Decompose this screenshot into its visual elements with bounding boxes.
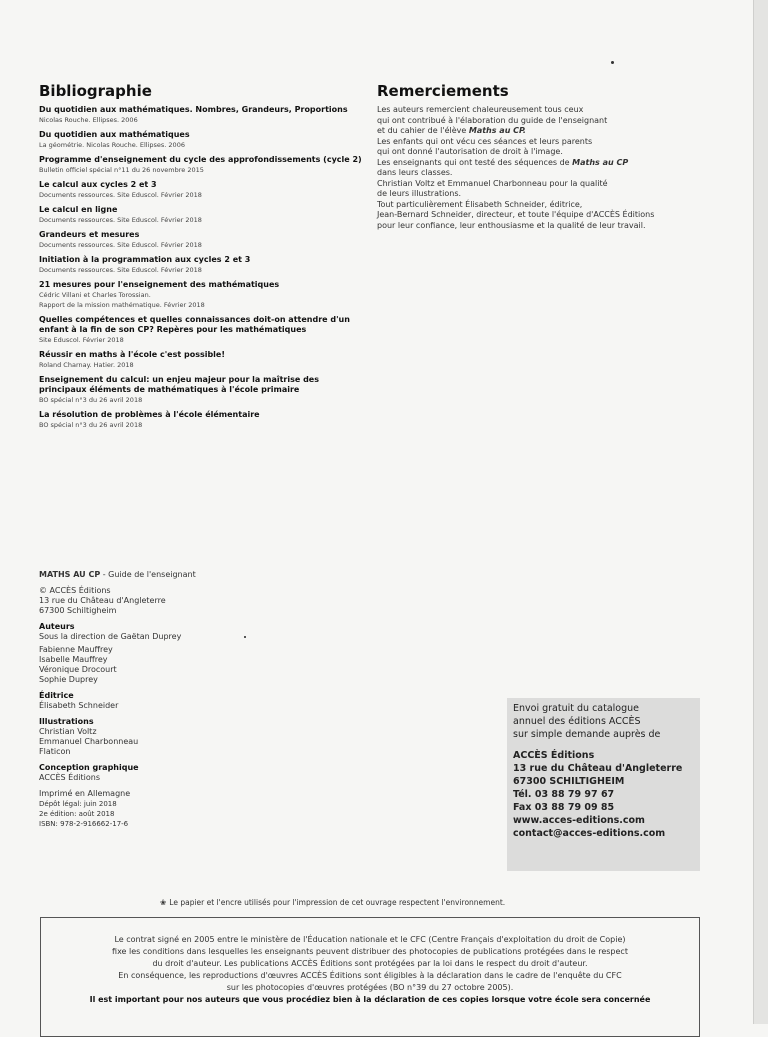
thanks-line: Tout particulièrement Élisabeth Schneider, éditrice,	[377, 199, 583, 209]
book-title: Maths au CP	[572, 157, 629, 167]
bibliography-title: Quelles compétences et quelles connaissances doit-on attendre d'un enfant à la fin de son CP? Repères pour les mathématiques	[39, 315, 350, 334]
bibliography-title: La résolution de problèmes à l'école élémentaire	[39, 410, 260, 419]
contact-name: ACCÈS Éditions	[513, 750, 595, 761]
print-line: Dépôt légal: juin 2018	[39, 800, 117, 808]
bibliography-heading: Bibliographie	[39, 82, 152, 100]
thanks-line: Les enfants qui ont vécu ces séances et leurs parents	[377, 136, 593, 146]
design-name: ACCÈS Éditions	[39, 773, 101, 782]
illustrator: Christian Voltz	[39, 727, 97, 736]
publisher-line: 13 rue du Château d'Angleterre	[39, 596, 166, 605]
contact-email: contact@acces-editions.com	[513, 828, 666, 839]
bibliography-title: Enseignement du calcul: un enjeu majeur pour la maîtrise des principaux éléments de mathématiques à l'école primaire	[39, 375, 319, 394]
page-edge	[753, 0, 768, 1024]
leaf-icon: ❀	[160, 898, 167, 907]
author: Sophie Duprey	[39, 675, 98, 684]
bibliography-source: Documents ressources. Site Eduscol. Février 2018	[39, 266, 202, 274]
thanks-line	[377, 126, 717, 137]
publisher-block	[39, 586, 299, 616]
illustrations-block	[39, 717, 299, 757]
bibliography-entry	[39, 375, 369, 405]
editor-name: Élisabeth Schneider	[39, 701, 119, 710]
catalogue-intro: annuel des éditions ACCÈS	[513, 716, 641, 727]
publisher-line: © ACCÈS Éditions	[39, 586, 111, 595]
thanks-line	[377, 158, 717, 169]
bibliography-source: BO spécial n°3 du 26 avril 2018	[39, 421, 143, 429]
bibliography-entry	[39, 105, 369, 125]
bibliography-list	[39, 105, 369, 430]
contact-fax: Fax 03 88 79 09 85	[513, 802, 615, 813]
thanks-line: de leurs illustrations.	[377, 189, 462, 198]
illustrations-heading: Illustrations	[39, 717, 94, 726]
bibliography-title: Réussir en maths à l'école c'est possible!	[39, 350, 225, 359]
bibliography-source: Documents ressources. Site Eduscol. Février 2018	[39, 241, 202, 249]
bibliography-source: Nicolas Rouche. Ellipses. 2006	[39, 116, 138, 124]
notice-line: En conséquence, les reproductions d'œuvres ACCÈS Éditions sont éligibles à la déclaration dans le cadre de l'enquête du CFC	[118, 971, 622, 980]
bibliography-entry	[39, 155, 369, 175]
bibliography-entry	[39, 255, 369, 275]
bibliography-title: Grandeurs et mesures	[39, 230, 140, 239]
book-title: Maths au CP.	[468, 126, 526, 135]
thanks-section	[377, 82, 717, 231]
spacer	[513, 741, 694, 749]
publisher-line: 67300 Schiltigheim	[39, 606, 117, 615]
bibliography-section	[39, 82, 369, 435]
bibliography-title: Le calcul en ligne	[39, 205, 118, 214]
thanks-text: Les enseignants qui ont testé des séquences de	[377, 157, 570, 167]
notice-bold-line: Il est important pour nos auteurs que vous procédiez bien à la déclaration de ces copies lorsque votre école sera concernée	[89, 995, 651, 1004]
illustrator: Emmanuel Charbonneau	[39, 737, 139, 746]
bibliography-title: Programme d'enseignement du cycle des approfondissements (cycle 2)	[39, 155, 362, 164]
contact-website: www.acces-editions.com	[513, 815, 645, 826]
thanks-line: Jean-Bernard Schneider, directeur, et toute l'équipe d'ACCÈS Éditions	[377, 210, 655, 219]
bibliography-title: Du quotidien aux mathématiques. Nombres, Grandeurs, Proportions	[39, 105, 348, 114]
print-speck	[611, 61, 614, 64]
bibliography-source: La géométrie. Nicolas Rouche. Ellipses. 2006	[39, 141, 185, 149]
bibliography-title: Du quotidien aux mathématiques	[39, 130, 190, 139]
thanks-line: dans leurs classes.	[377, 168, 453, 177]
design-heading: Conception graphique	[39, 763, 139, 772]
notice-line: Le contrat signé en 2005 entre le ministère de l'Éducation nationale et le CFC (Centre Français d'exploitation du droit de Copie)	[114, 935, 626, 944]
environment-note	[160, 898, 505, 907]
copyright-notice	[40, 917, 700, 1037]
colophon	[39, 570, 299, 835]
catalogue-intro: Envoi gratuit du catalogue	[513, 703, 640, 714]
thanks-heading: Remerciements	[377, 82, 509, 100]
catalogue-box	[507, 698, 700, 871]
thanks-line: qui ont contribué à l'élaboration du guide de l'enseignant	[377, 115, 608, 125]
author: Sous la direction de Gaëtan Duprey	[39, 632, 182, 641]
bibliography-title: Initiation à la programmation aux cycles 2 et 3	[39, 255, 251, 264]
bibliography-source: Site Eduscol. Février 2018	[39, 336, 124, 344]
bibliography-title: Le calcul aux cycles 2 et 3	[39, 180, 157, 189]
bibliography-source: Roland Charnay. Hatier. 2018	[39, 361, 134, 369]
bibliography-entry	[39, 410, 369, 430]
book-title: MATHS AU CP	[39, 570, 101, 579]
design-block	[39, 763, 299, 783]
author: Fabienne Mauffrey	[39, 645, 113, 654]
book-title-line	[39, 570, 299, 580]
isbn: ISBN: 978-2-916662-17-6	[39, 820, 129, 828]
authors-heading: Auteurs	[39, 622, 75, 631]
book-subtitle: - Guide de l'enseignant	[100, 570, 196, 579]
contact-phone: Tél. 03 88 79 97 67	[513, 789, 615, 800]
catalogue-intro: sur simple demande auprès de	[513, 729, 661, 740]
print-line: 2e édition: août 2018	[39, 810, 115, 818]
author: Isabelle Mauffrey	[39, 655, 108, 664]
bibliography-entry	[39, 280, 369, 310]
notice-line: sur les photocopies d'œuvres protégées (BO n°39 du 27 octobre 2005).	[226, 983, 514, 992]
contact-street: 13 rue du Château d'Angleterre	[513, 763, 683, 774]
contact-city: 67300 SCHILTIGHEIM	[513, 776, 625, 787]
thanks-line: Les auteurs remercient chaleureusement tous ceux	[377, 105, 584, 114]
bibliography-title: 21 mesures pour l'enseignement des mathématiques	[39, 280, 280, 289]
editor-heading: Éditrice	[39, 691, 74, 700]
bibliography-entry	[39, 230, 369, 250]
bibliography-source: Documents ressources. Site Eduscol. Février 2018	[39, 216, 202, 224]
bibliography-source: Rapport de la mission mathématique. Février 2018	[39, 301, 205, 309]
bibliography-entry	[39, 350, 369, 370]
bibliography-source: Cédric Villani et Charles Torossian.	[39, 291, 151, 299]
authors-block	[39, 622, 299, 685]
bibliography-entry	[39, 130, 369, 150]
bibliography-source: Documents ressources. Site Eduscol. Février 2018	[39, 191, 202, 199]
environment-text: Le papier et l'encre utilisés pour l'impression de cet ouvrage respectent l'environnement.	[169, 898, 506, 907]
editor-block	[39, 691, 299, 711]
bibliography-entry	[39, 315, 369, 345]
illustrator: Flaticon	[39, 747, 71, 756]
notice-line: du droit d'auteur. Les publications ACCÈS Éditions sont protégées par la loi dans le respect du droit d'auteur.	[152, 959, 588, 968]
thanks-line: pour leur confiance, leur enthousiasme et la qualité de leur travail.	[377, 220, 646, 230]
notice-line: fixe les conditions dans lesquelles les enseignants peuvent distribuer des photocopies de publications protégées dans le respect	[112, 947, 628, 956]
bibliography-entry	[39, 180, 369, 200]
print-info-block	[39, 789, 299, 829]
thanks-line: qui ont donné l'autorisation de droit à l'image.	[377, 147, 563, 156]
bibliography-source: BO spécial n°3 du 26 avril 2018	[39, 396, 143, 404]
bibliography-source: Bulletin officiel spécial n°11 du 26 novembre 2015	[39, 166, 204, 174]
author: Véronique Drocourt	[39, 665, 117, 674]
thanks-text: et du cahier de l'élève	[377, 126, 467, 135]
thanks-line: Christian Voltz et Emmanuel Charbonneau pour la qualité	[377, 178, 608, 188]
bibliography-entry	[39, 205, 369, 225]
print-line: Imprimé en Allemagne	[39, 789, 131, 798]
